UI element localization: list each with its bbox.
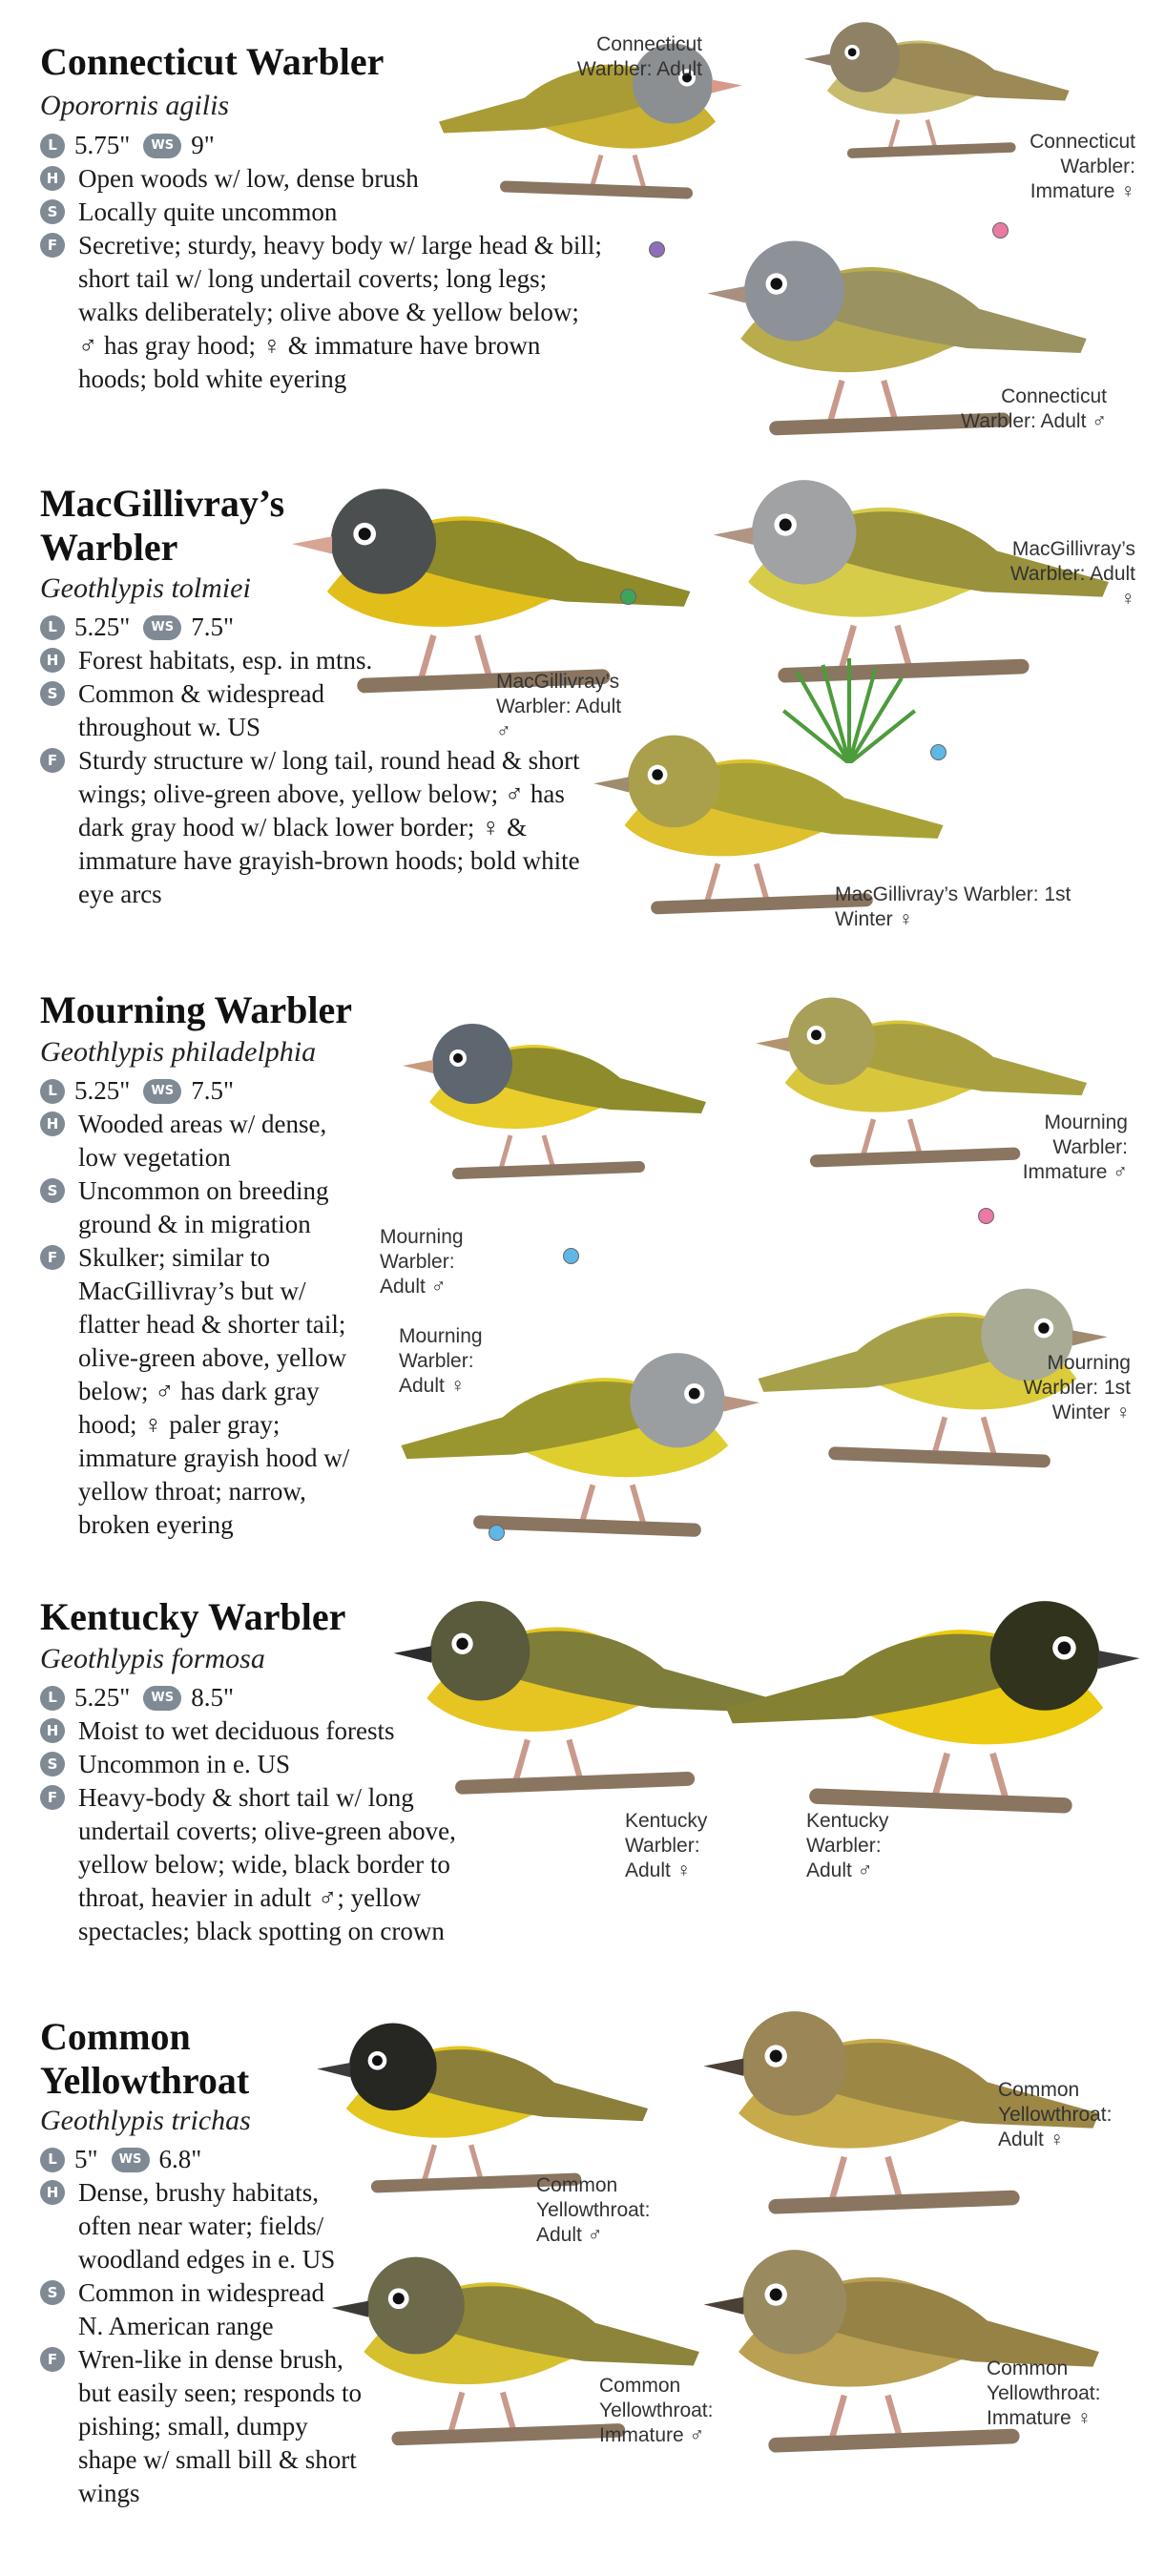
species-macgillivrays-warbler <box>0 482 1165 954</box>
caption-connecticut-adult: Connecticut Warbler: Adult <box>576 33 702 80</box>
scientific-name: Geothlypis formosa <box>40 1643 265 1674</box>
length-value: 5.25" <box>74 1076 131 1105</box>
length-value: 5" <box>74 2145 98 2173</box>
status-text: Uncommon on breeding ground & in migration <box>78 1176 329 1238</box>
facts-fact <box>40 229 603 396</box>
status-text: Common in widespread N. American range <box>78 2278 324 2340</box>
length-value: 5.25" <box>74 613 131 641</box>
species-connecticut-warbler <box>0 0 1165 482</box>
caption-mourning-adult-female: Mourning Warbler: Adult ♀ <box>399 1325 483 1397</box>
wingspan-badge: WS <box>112 2148 150 2172</box>
range-dot-pink <box>992 222 1009 239</box>
habitat-text: Wooded areas w/ dense, low vegetation <box>78 1110 327 1172</box>
range-dot-pink <box>978 1208 994 1224</box>
scientific-name: Geothlypis philadelphia <box>40 1036 317 1068</box>
status-badge: S <box>40 1752 65 1776</box>
facts-text: Sturdy structure w/ long tail, round head & short wings; olive-green above, yellow below; ♂ has dark gray hood w/ black lower border; ♀ & immature have grayish-brown hoods; bold white eye arcs <box>78 746 580 908</box>
caption-kentucky-adult-male: Kentucky Warbler: Adult ♂ <box>806 1810 889 1881</box>
species-name: Common Yellowthroat <box>40 2015 250 2102</box>
habitat-badge: H <box>40 2180 65 2205</box>
length-badge: L <box>40 134 65 158</box>
wingspan-value: 8.5" <box>191 1683 235 1712</box>
caption-macgillivrays-adult-female: MacGillivray’s Warbler: Adult ♀ <box>1009 538 1135 610</box>
bird-illustration-kentucky-adult-male <box>687 1584 1116 1832</box>
species-name: Kentucky Warbler <box>40 1595 346 1638</box>
habitat-fact <box>40 162 460 196</box>
caption-connecticut-immature-female: Connecticut Warbler: Immature ♀ <box>1030 131 1135 202</box>
range-dot-blue <box>563 1248 579 1264</box>
caption-mourning-adult-male: Mourning Warbler: Adult ♂ <box>380 1226 464 1298</box>
wingspan-value: 7.5" <box>191 1076 235 1105</box>
status-fact <box>40 1748 441 1781</box>
size-row <box>40 611 234 644</box>
status-badge: S <box>40 681 65 706</box>
facts-badge: F <box>40 2347 65 2372</box>
length-badge: L <box>40 1686 65 1711</box>
habitat-text: Dense, brushy habitats, often near water; fields/ woodland edges in e. US <box>78 2178 336 2274</box>
habitat-fact <box>40 1714 441 1748</box>
facts-text: Skulker; similar to MacGillivray’s but w/ flatter head & shorter tail; olive-green above, yellow below; ♂ has dark gray hood; ♀ paler gray; immature grayish hood w/ yellow throat; narrow, broken eyering <box>78 1243 350 1539</box>
habitat-text: Open woods w/ low, dense brush <box>78 164 419 193</box>
habitat-badge: H <box>40 1111 65 1136</box>
scientific-name: Oporornis agilis <box>40 90 230 121</box>
wingspan-badge: WS <box>143 1079 181 1104</box>
caption-connecticut-adult-male: Connecticut Warbler: Adult ♂ <box>961 385 1107 432</box>
size-row <box>40 1074 234 1108</box>
scientific-name: Geothlypis trichas <box>40 2105 251 2136</box>
status-badge: S <box>40 1178 65 1203</box>
facts-fact <box>40 1241 369 1542</box>
bird-illustration-macgillivrays-adult-male <box>286 491 706 692</box>
caption-mourning-1st-winter-female: Mourning Warbler: 1st Winter ♀ <box>1023 1352 1131 1423</box>
range-dot-blue <box>489 1525 505 1541</box>
caption-yellowthroat-immature-male: Common Yellowthroat: Immature ♂ <box>599 2375 714 2446</box>
facts-badge: F <box>40 233 65 258</box>
habitat-text: Moist to wet deciduous forests <box>78 1716 395 1745</box>
species-common-yellowthroat <box>0 1994 1165 2576</box>
size-row <box>40 2143 201 2176</box>
species-kentucky-warbler <box>0 1584 1165 1994</box>
species-mourning-warbler <box>0 954 1165 1584</box>
range-dot-green <box>620 589 636 605</box>
caption-macgillivrays-adult-male: MacGillivray’s Warbler: Adult ♂ <box>496 671 622 742</box>
length-value: 5.25" <box>74 1683 131 1712</box>
bird-illustration-mourning-adult-male <box>401 968 716 1236</box>
status-text: Uncommon in e. US <box>78 1750 290 1778</box>
range-dot-purple <box>649 241 665 258</box>
facts-badge: F <box>40 1785 65 1810</box>
wingspan-badge: WS <box>143 1686 181 1711</box>
caption-kentucky-adult-female: Kentucky Warbler: Adult ♀ <box>625 1810 708 1881</box>
species-name: MacGillivray’s Warbler <box>40 482 285 569</box>
caption-yellowthroat-adult-female: Common Yellowthroat: Adult ♀ <box>998 2079 1113 2150</box>
facts-badge: F <box>40 748 65 773</box>
status-text: Common & widespread throughout w. US <box>78 679 324 741</box>
facts-fact <box>40 744 584 911</box>
length-badge: L <box>40 2148 65 2172</box>
caption-yellowthroat-immature-female: Common Yellowthroat: Immature ♀ <box>987 2358 1101 2429</box>
status-fact <box>40 1174 364 1241</box>
status-fact <box>40 196 460 229</box>
scientific-name: Geothlypis tolmiei <box>40 572 251 604</box>
facts-text: Secretive; sturdy, heavy body w/ large head & bill; short tail w/ long undertail coverts; long legs; walks deliberately; olive above & yellow below; ♂ has gray hood; ♀ & immature have brown hoods; bold white eyering <box>78 231 602 393</box>
bird-illustration-yellowthroat-immature-female <box>701 2228 1112 2476</box>
status-badge: S <box>40 199 65 224</box>
status-badge: S <box>40 2280 65 2305</box>
habitat-text: Forest habitats, esp. in mtns. <box>78 646 373 675</box>
status-text: Locally quite uncommon <box>78 197 338 226</box>
length-value: 5.75" <box>74 131 131 159</box>
status-fact <box>40 2276 345 2343</box>
length-badge: L <box>40 1079 65 1104</box>
caption-mourning-immature-male: Mourning Warbler: Immature ♂ <box>1022 1111 1128 1183</box>
facts-fact <box>40 2343 369 2510</box>
wingspan-badge: WS <box>143 615 181 640</box>
wingspan-value: 7.5" <box>191 613 235 641</box>
species-name: Connecticut Warbler <box>40 40 385 83</box>
wingspan-value: 9" <box>191 131 215 159</box>
length-badge: L <box>40 615 65 640</box>
caption-yellowthroat-adult-male: Common Yellowthroat: Adult ♂ <box>536 2174 651 2246</box>
facts-text: Heavy-body & short tail w/ long undertail coverts; olive-green above, yellow below; wide, black border to throat, heavier in adult ♂; yellow spectacles; black spotting on crown <box>78 1783 456 1945</box>
size-row <box>40 129 215 162</box>
facts-badge: F <box>40 1245 65 1270</box>
wingspan-badge: WS <box>143 134 181 158</box>
wingspan-value: 6.8" <box>158 2145 202 2173</box>
habitat-badge: H <box>40 1718 65 1743</box>
habitat-badge: H <box>40 648 65 673</box>
facts-text: Wren-like in dense brush, but easily seen; responds to pishing; small, dumpy shape w/ small bill & short wings <box>78 2345 362 2507</box>
species-name: Mourning Warbler <box>40 988 353 1031</box>
habitat-badge: H <box>40 166 65 191</box>
habitat-fact <box>40 1108 355 1174</box>
habitat-fact <box>40 2176 345 2276</box>
size-row <box>40 1681 234 1714</box>
caption-macgillivrays-1st-winter-female: MacGillivray’s Warbler: 1st Winter ♀ <box>835 883 1071 930</box>
